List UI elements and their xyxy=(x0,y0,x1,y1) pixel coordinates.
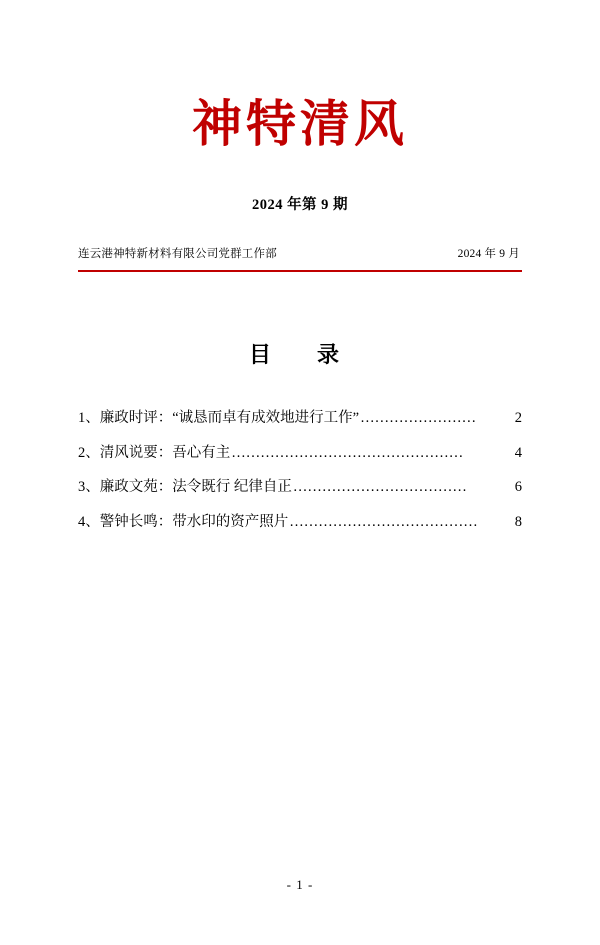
list-item[interactable] xyxy=(78,409,522,428)
byline-row xyxy=(78,248,522,262)
toc-leader-dots: ………………………………… xyxy=(289,514,478,531)
toc-entry-title: 4、警钟长鸣：带水印的资产照片 xyxy=(78,514,289,531)
header-divider xyxy=(78,270,522,272)
toc-leader-dots: …………………… xyxy=(360,409,477,426)
list-item[interactable] xyxy=(78,478,522,497)
page-number: - 1 - xyxy=(286,877,314,892)
toc-entry-page: 8 xyxy=(514,514,522,531)
list-item[interactable] xyxy=(78,444,522,463)
masthead-title: 神特清风 xyxy=(192,94,408,153)
toc-leader-dots: ………………………………………… xyxy=(231,444,464,461)
document-page xyxy=(0,96,600,945)
toc-leader-dots: ……………………………… xyxy=(292,479,467,496)
list-item[interactable] xyxy=(78,513,522,532)
issue-line: 2024 年第 9 期 xyxy=(251,197,349,213)
toc-entry-page: 2 xyxy=(514,409,522,426)
toc-entry-title: 3、廉政文苑：法令既行 纪律自正 xyxy=(78,479,292,496)
publisher-label: 连云港神特新材料有限公司党群工作部 xyxy=(78,248,277,260)
table-of-contents xyxy=(78,409,522,532)
toc-entry-title: 2、清风说要：吾心有主 xyxy=(78,444,231,461)
toc-heading: 目 录 xyxy=(248,341,351,368)
toc-entry-page: 6 xyxy=(514,479,522,496)
issue-date-label: 2024 年 9 月 xyxy=(457,248,520,260)
toc-entry-title: 1、廉政时评：“诚恳而卓有成效地进行工作” xyxy=(78,409,360,426)
toc-entry-page: 4 xyxy=(514,444,522,461)
